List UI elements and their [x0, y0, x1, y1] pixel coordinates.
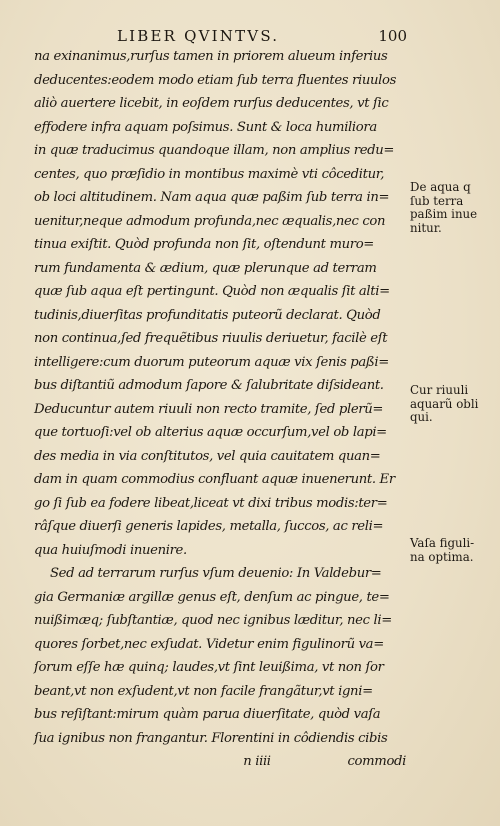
- page-number: 100: [378, 27, 407, 45]
- text-line: na exinanimus,rurſus tamen in priorem alueum inferius: [34, 49, 388, 64]
- text-line: ob loci altitudinem. Nam aqua quæ paßim ſub terra in=: [34, 190, 390, 205]
- text-line: quæ ſub aqua eſt pertingunt. Quòd non æqualis ſit alti=: [34, 284, 390, 299]
- text-line: uenitur,neque admodum profunda,nec æqualis,nec con: [34, 213, 386, 229]
- text-line: beant,vt non exſudent,vt non facile frangãtur,vt igni=: [34, 683, 373, 699]
- text-line: ſorum eſſe hæ quinq; laudes,vt ſint leuißima, vt non ſor: [34, 660, 384, 675]
- text-line: Deducuntur autem riuuli non recto tramite, ſed plerũ=: [34, 401, 384, 417]
- text-line: non continua,ſed frequẽtibus riuulis deriuetur, facilè eſt: [34, 331, 388, 346]
- marginal-note-line: Cur riuuli: [410, 383, 469, 397]
- marginal-note: [410, 181, 498, 235]
- marginal-note: [410, 384, 498, 425]
- marginal-note-line: nitur.: [410, 220, 442, 235]
- text-line: quores ſorbet,nec exſudat. Videtur enim figulinorũ va=: [34, 636, 384, 652]
- text-line: aliò auertere licebit, in eoſdem rurſus deducentes, vt ſic: [34, 96, 389, 111]
- text-line: gia Germaniæ argillæ genus eſt, denſum ac pingue, te=: [34, 589, 390, 605]
- text-line: intelligere:cum duorum puteorum aquæ vix ſenis paßi=: [34, 354, 389, 370]
- text-line: centes, quo præſidio in montibus maximè vti côceditur,: [34, 166, 385, 182]
- text-line: in quæ traducimus quandoque illam, non amplius redu=: [34, 143, 395, 158]
- text-line: deducentes:eodem modo etiam ſub terra fluentes riuulos: [34, 72, 397, 88]
- text-line: nuißimæq; ſubſtantiæ, quod nec ignibus læditur, nec li=: [34, 613, 392, 628]
- marginal-note-line: De aqua q: [410, 180, 471, 194]
- text-line: tudinis,diuerſitas profunditatis puteorũ declarat. Quòd: [34, 307, 381, 323]
- marginal-note-line: Vaſa figuli-: [410, 536, 475, 550]
- text-line: effodere infra aquam poſsimus. Sunt & loca humiliora: [34, 119, 377, 135]
- marginal-note-line: qui.: [410, 410, 433, 424]
- marginal-note-line: na optima.: [410, 549, 474, 564]
- text-line: rum fundamenta & ædium, quæ plerunque ad terram: [34, 260, 377, 276]
- text-line: râſque diuerſi generis lapides, metalla, ſuccos, ac reli=: [34, 519, 384, 534]
- marginal-note-line: ſub terra: [410, 193, 464, 208]
- text-line: dam in quam commodius confluant aquæ inuenerunt. Er: [34, 472, 395, 487]
- text-line: go ſi ſub ea fodere libeat,liceat vt dixi tribus modis:ter=: [34, 495, 388, 511]
- text-line: qua huiuſmodi inuenire.: [34, 542, 187, 558]
- text-line: Sed ad terrarum rurſus vſum deuenio: In Valdebur=: [50, 566, 382, 581]
- body-text: [34, 45, 406, 774]
- page-header: [117, 27, 407, 47]
- marginal-note-line: paßim inue: [410, 207, 478, 221]
- text-line: tinua exiſtit. Quòd profunda non ſit, oſtendunt muro=: [34, 237, 375, 252]
- text-line: bus diſtantiũ admodum ſapore & ſalubritate diſsideant.: [34, 378, 384, 393]
- text-line: ſua ignibus non frangantur. Florentini in côdiendis cibis: [34, 730, 388, 746]
- marginal-note: [410, 537, 498, 564]
- running-head: LIBER QVINTVS.: [117, 27, 280, 45]
- text-line: bus reſiſtant:mirum quàm parua diuerſitate, quòd vaſa: [34, 707, 381, 722]
- marginal-note-line: aquarũ obli: [410, 396, 479, 411]
- text-line: que tortuoſi:vel ob alterius aquæ occurſum,vel ob lapi=: [34, 425, 387, 440]
- signature-catchword-line: n iiii commodi: [243, 754, 406, 769]
- text-line: des media in via conſtitutos, vel quia cauitatem quan=: [34, 448, 381, 464]
